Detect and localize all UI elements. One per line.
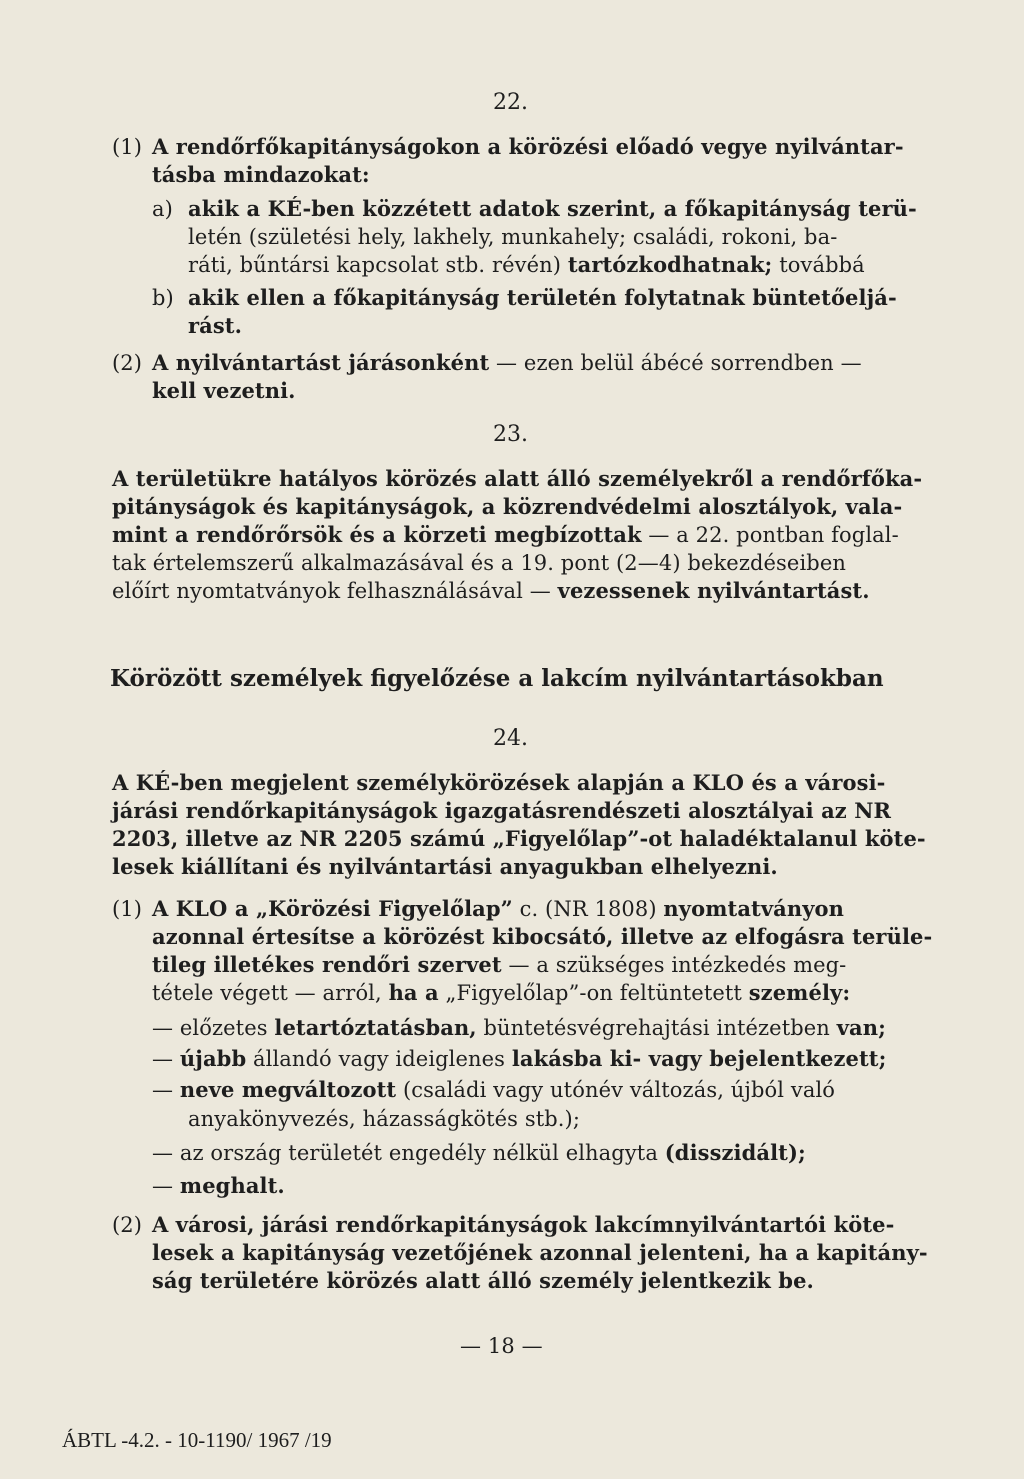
- dash-3-bold: neve megváltozott: [179, 1077, 397, 1102]
- p23-l3-text: — a 22. pontban foglal-: [641, 523, 899, 547]
- p22-item-a-line3: [188, 252, 865, 278]
- p22-para2-line2: kell vezetni.: [152, 378, 296, 403]
- p24-para1-line3: [152, 952, 846, 978]
- p22-item-a-l1-bold: akik a KÉ-ben közzétett adatok szerint,: [188, 196, 664, 221]
- p24-intro-line4: lesek kiállítani és nyilvántartási anyagukban elhelyezni.: [112, 854, 778, 879]
- p24-para1-line2: azonnal értesítse a körözést kibocsátó, illetve az elfogásra terüle-: [152, 924, 933, 949]
- dash-1-text: — előzetes: [152, 1016, 275, 1040]
- p24-para1-num: (1): [112, 897, 143, 921]
- p24-para1-l3-text: — a szükséges intézkedés meg-: [501, 953, 847, 977]
- p24-para2-num: (2): [112, 1213, 143, 1237]
- p22-para2-num: (2): [112, 351, 143, 375]
- p22-para1-line2: tásba mindazokat:: [152, 162, 370, 187]
- dash-2-bold: újabb: [179, 1046, 247, 1071]
- p23-l5-bold: vezessenek nyilvántartást.: [557, 578, 870, 603]
- dash-item-3: [152, 1077, 835, 1103]
- p22-para2-line1: [152, 350, 862, 376]
- p23-line4: tak értelemszerű alkalmazásával és a 19. pont (2—4) bekezdéseiben: [112, 551, 846, 575]
- dash-3-dash: —: [152, 1078, 180, 1102]
- dash-4-bold: (disszidált);: [664, 1140, 806, 1165]
- dash-2-text: állandó vagy ideiglenes: [246, 1047, 512, 1071]
- dash-item-4: [152, 1140, 806, 1166]
- archive-reference: ÁBTL -4.2. - 10-1190/ 1967 /19: [62, 1428, 332, 1452]
- p22-item-a-l1-bold2: a főkapitányság terü-: [663, 196, 917, 221]
- p23-line1: A területükre hatályos körözés alatt álló személyekről a rendőrfőka-: [112, 466, 923, 491]
- p24-para1-l4-text: tétele végett — arról,: [152, 981, 389, 1005]
- section-heading: Körözött személyek figyelőzése a lakcím nyilvántartásokban: [110, 665, 884, 692]
- p22-item-a-line1: [188, 196, 917, 222]
- p24-para1-l1-bold: A KLO a „Körözési Figyelőlap”: [152, 896, 513, 921]
- dash-1-bold: letartóztatásban,: [274, 1015, 477, 1040]
- p23-line5: [112, 578, 870, 604]
- p24-para1-l3-bold: tileg illetékes rendőri szervet: [152, 952, 502, 977]
- p24-para1-line1: [152, 896, 844, 922]
- dash-2-dash: —: [152, 1047, 180, 1071]
- p23-line2: pitányságok és kapitányságok, a közrendvédelmi alosztályok, vala-: [112, 494, 903, 519]
- dash-1-text2: büntetésvégrehajtási intézetben: [476, 1016, 837, 1040]
- p22-item-a-label: a): [152, 197, 173, 221]
- p24-para1-l4-text2: „Figyelőlap”-on feltüntetett: [438, 981, 749, 1005]
- dash-2-bold2: lakásba ki- vagy bejelentkezett;: [511, 1046, 887, 1071]
- dash-item-5: [152, 1173, 285, 1199]
- p24-intro-line1: A KÉ-ben megjelent személykörözések alapján a KLO és a városi-: [112, 770, 886, 795]
- p24-para2-line3: ság területére körözés alatt álló személy jelentkezik be.: [152, 1268, 814, 1293]
- p24-para1-l1-text: c. (NR 1808): [512, 897, 664, 921]
- p22-para2-l1-text: — ezen belül ábécé sorrendben —: [489, 351, 862, 375]
- p24-intro-line2: járási rendőrkapitányságok igazgatásrendészeti alosztályai az NR: [112, 798, 892, 823]
- dash-1-bold2: van;: [836, 1015, 886, 1040]
- p22-para1-line1: A rendőrfőkapitányságokon a körözési előadó vegye nyilvántar-: [152, 134, 904, 159]
- p24-para2-line1: A városi, járási rendőrkapitányságok lakcímnyilvántartói köte-: [152, 1212, 895, 1237]
- p24-intro-line3: 2203, illetve az NR 2205 számú „Figyelőlap”-ot haladéktalanul köte-: [112, 826, 926, 851]
- p24-para1-line4: [152, 980, 850, 1006]
- p24-para1-l4-bold2: személy:: [748, 980, 851, 1005]
- section-number-24: 24.: [493, 726, 528, 751]
- dash-item-3-line2: anyakönyvezés, házasságkötés stb.);: [188, 1107, 581, 1131]
- dash-item-2: [152, 1046, 886, 1072]
- p22-item-a-l3-text: ráti, bűntársi kapcsolat stb. révén): [188, 253, 568, 277]
- dash-5-dash: —: [152, 1174, 180, 1198]
- p22-item-b-label: b): [152, 286, 174, 310]
- p22-para2-l1-bold: A nyilvántartást járásonként: [152, 350, 490, 375]
- dash-item-1: [152, 1015, 886, 1041]
- p22-item-a-line2: letén (születési hely, lakhely, munkahely; családi, rokoni, ba-: [188, 225, 838, 249]
- dash-3-text: (családi vagy utónév változás, újból való: [396, 1078, 835, 1102]
- p22-item-b-line2: rást.: [188, 313, 243, 338]
- section-number-22: 22.: [493, 90, 528, 115]
- p22-item-a-l3-bold: tartózkodhatnak;: [567, 252, 773, 277]
- page-number: — 18 —: [460, 1334, 543, 1358]
- p22-item-a-l3-tail: továbbá: [772, 253, 865, 277]
- p22-item-b-line1: akik ellen a főkapitányság területén folytatnak büntetőeljá-: [188, 285, 897, 310]
- dash-4-text: — az ország területét engedély nélkül elhagyta: [152, 1141, 665, 1165]
- p23-line3: [112, 522, 899, 548]
- p24-para1-l1-bold2: nyomtatványon: [663, 896, 844, 921]
- p23-l5-text: előírt nyomtatványok felhasználásával —: [112, 579, 558, 603]
- p24-para2-line2: lesek a kapitányság vezetőjének azonnal jelenteni, ha a kapitány-: [152, 1240, 928, 1265]
- p22-para1-num: (1): [112, 135, 143, 159]
- dash-5-bold: meghalt.: [179, 1173, 285, 1198]
- p24-para1-l4-bold: ha a: [388, 980, 439, 1005]
- section-number-23: 23.: [493, 422, 528, 447]
- p23-l3-bold: mint a rendőrőrsök és a körzeti megbízottak: [112, 522, 642, 547]
